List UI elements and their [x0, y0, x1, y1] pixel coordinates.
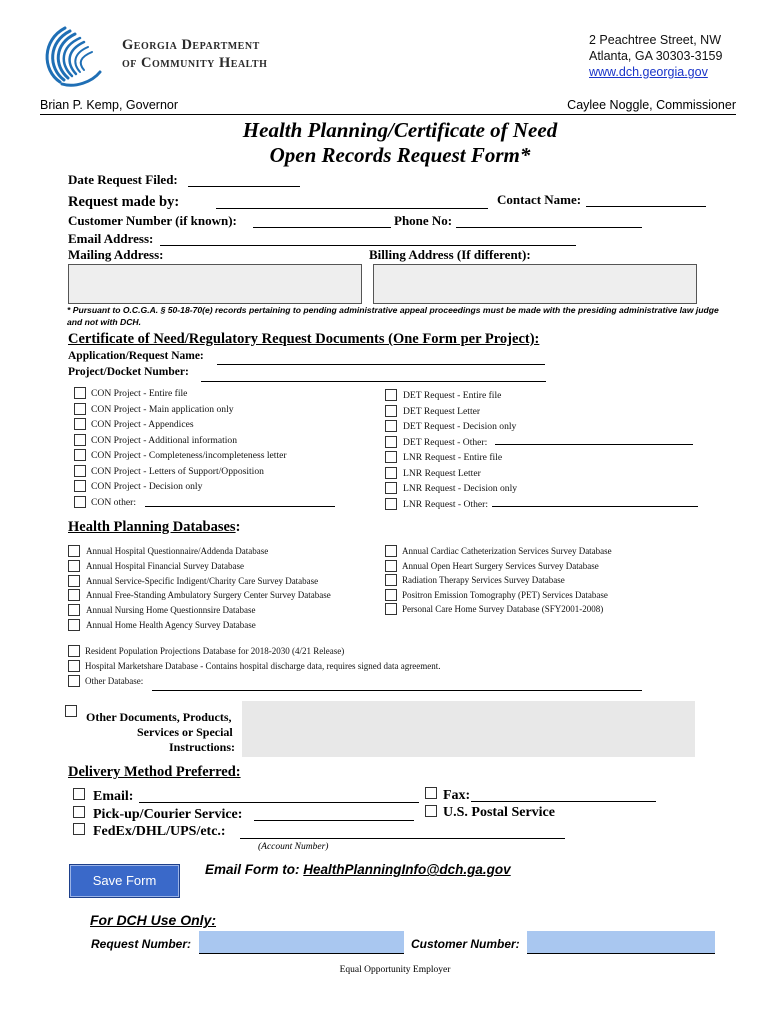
db-item-label: Personal Care Home Survey Database (SFY2001-2008)	[402, 604, 604, 614]
con-item-label: CON Project - Appendices	[91, 419, 194, 430]
con-item-label: CON Project - Completeness/incompleteness letter	[91, 450, 287, 461]
db-item-label: Annual Open Heart Surgery Services Survey Database	[402, 560, 599, 571]
pickup-field[interactable]	[254, 820, 414, 821]
billing-address-box[interactable]	[373, 264, 697, 304]
db-item-checkbox[interactable]	[68, 589, 80, 601]
request-number-field[interactable]	[199, 931, 404, 954]
agency-name-line2: of Community Health	[122, 55, 268, 71]
pickup-label: Pick-up/Courier Service:	[93, 807, 243, 822]
dch-logo-icon	[40, 20, 110, 90]
customer-number-label: Customer Number (if known):	[68, 213, 237, 228]
address-line2: Atlanta, GA 30303-3159	[589, 49, 723, 63]
db-item-label: Annual Service-Specific Indigent/Charity Care Survey Database	[86, 575, 319, 586]
det-lnr-item-label: LNR Request - Entire file	[403, 452, 503, 463]
other-documents-box[interactable]	[242, 701, 695, 757]
email-label: Email Address:	[68, 231, 154, 246]
contact-name-label: Contact Name:	[497, 192, 582, 207]
db-item-label: Annual Home Health Agency Survey Database	[86, 620, 256, 630]
other-documents-label2: Services or Special	[137, 725, 233, 739]
other-documents-label3: Instructions:	[169, 740, 236, 754]
application-name-label: Application/Request Name:	[68, 350, 204, 362]
con-item-checkbox[interactable]	[74, 449, 86, 461]
con-section-heading: Certificate of Need/Regulatory Request Documents (One Form per Project):	[68, 331, 540, 347]
con-item-checkbox[interactable]	[74, 387, 86, 399]
con-item-label: CON other:	[91, 496, 137, 508]
fax-field[interactable]	[471, 801, 656, 802]
det-lnr-item-checkbox[interactable]	[385, 467, 397, 479]
det-lnr-item-label: DET Request - Other:	[403, 436, 488, 448]
con-item-checkbox[interactable]	[74, 480, 86, 492]
con-item-label: CON Project - Entire file	[91, 388, 188, 399]
fax-checkbox[interactable]	[425, 787, 437, 799]
db-item-checkbox[interactable]	[385, 603, 397, 615]
db-section-heading: Health Planning Databases:	[68, 519, 241, 535]
db-item-checkbox[interactable]	[385, 545, 397, 557]
db-item-label: Annual Hospital Financial Survey Database	[86, 560, 244, 571]
db-item-label: Annual Nursing Home Questionnsire Database	[86, 605, 256, 616]
header-rule	[40, 114, 736, 115]
db-extra-item-label: Resident Population Projections Database for 2018-2030 (4/21 Release)	[85, 646, 345, 656]
db-item-checkbox[interactable]	[68, 545, 80, 557]
con-item-label: CON Project - Main application only	[91, 403, 234, 415]
dch-use-heading: For DCH Use Only:	[90, 912, 217, 928]
email-delivery-label: Email:	[93, 789, 134, 804]
db-item-checkbox[interactable]	[385, 560, 397, 572]
usps-checkbox[interactable]	[425, 805, 437, 817]
mailing-address-box[interactable]	[68, 264, 362, 304]
db-item-checkbox[interactable]	[68, 604, 80, 616]
request-made-by-field[interactable]	[216, 208, 488, 209]
db-item-checkbox[interactable]	[68, 619, 80, 631]
address-line1: 2 Peachtree Street, NW	[589, 33, 722, 47]
other-database-field[interactable]	[152, 690, 642, 691]
det-lnr-item-label: LNR Request Letter	[403, 467, 481, 479]
det-lnr-item-checkbox[interactable]	[385, 405, 397, 417]
con-item-label: CON Project - Letters of Support/Opposition	[91, 465, 264, 477]
account-number-note: (Account Number)	[258, 842, 329, 852]
email-form-link[interactable]: HealthPlanningInfo@dch.ga.gov	[303, 862, 511, 877]
db-item-checkbox[interactable]	[385, 574, 397, 586]
request-number-label: Request Number:	[91, 937, 192, 951]
website-link[interactable]: www.dch.georgia.gov	[589, 65, 708, 79]
governor-name: Brian P. Kemp, Governor	[40, 98, 179, 112]
db-item-checkbox[interactable]	[385, 589, 397, 601]
con-item-label: CON Project - Decision only	[91, 481, 203, 492]
con-item-checkbox[interactable]	[74, 434, 86, 446]
db-item-label: Annual Hospital Questionnaire/Addenda Database	[86, 546, 269, 556]
footer-text: Equal Opportunity Employer	[339, 965, 451, 975]
phone-label: Phone No:	[394, 213, 453, 228]
det-lnr-item-checkbox[interactable]	[385, 482, 397, 494]
delivery-heading: Delivery Method Preferred:	[68, 764, 241, 780]
docket-number-field[interactable]	[201, 381, 546, 382]
phone-field[interactable]	[456, 227, 642, 228]
con-item-checkbox[interactable]	[74, 465, 86, 477]
billing-address-label: Billing Address (If different):	[369, 247, 531, 262]
db-extra-item-checkbox[interactable]	[68, 675, 80, 687]
usps-label: U.S. Postal Service	[443, 805, 555, 820]
db-item-label: Positron Emission Tomography (PET) Services Database	[402, 589, 608, 600]
det-lnr-item-label: LNR Request - Decision only	[403, 483, 518, 494]
con-other-field[interactable]	[145, 506, 335, 507]
db-extra-item-label: Other Database:	[85, 676, 144, 686]
con-item-checkbox[interactable]	[74, 496, 86, 508]
fedex-label: FedEx/DHL/UPS/etc.:	[93, 824, 226, 839]
other-documents-checkbox[interactable]	[65, 705, 77, 717]
det-lnr-item-checkbox[interactable]	[385, 389, 397, 401]
det-lnr-item-checkbox[interactable]	[385, 451, 397, 463]
form-title-line1: Health Planning/Certificate of Need	[242, 118, 558, 142]
db-extra-item-label: Hospital Marketshare Database - Contains hospital discharge data, requires signed data agreement.	[85, 661, 441, 671]
fax-label: Fax:	[443, 788, 471, 803]
customer-number-dch-label: Customer Number:	[411, 937, 520, 951]
email-delivery-checkbox[interactable]	[73, 788, 85, 800]
form-title-line2: Open Records Request Form*	[269, 143, 531, 167]
docket-number-label: Project/Docket Number:	[68, 366, 189, 378]
det-lnr-item-label: LNR Request - Other:	[403, 498, 488, 510]
con-item-label: CON Project - Additional information	[91, 434, 238, 446]
fedex-account-field[interactable]	[240, 838, 565, 839]
save-form-button[interactable]: Save Form	[69, 864, 180, 898]
db-extra-item-checkbox[interactable]	[68, 645, 80, 657]
det-lnr-item-checkbox[interactable]	[385, 498, 397, 510]
customer-number-field[interactable]	[253, 227, 391, 228]
con-item-checkbox[interactable]	[74, 403, 86, 415]
other-documents-label1: Other Documents, Products,	[86, 710, 232, 724]
email-form-instruction: Email Form to: HealthPlanningInfo@dch.ga.gov	[205, 862, 511, 877]
agency-name-line1: Georgia Department	[122, 37, 260, 53]
footnote: * Pursuant to O.C.G.A. § 50-18-70(e) records pertaining to pending administrative appeal proceedings must be made with the presiding administrative law judge and not with DCH.	[67, 305, 719, 327]
email-field[interactable]	[160, 245, 576, 246]
db-item-label: Annual Cardiac Catheterization Services Survey Database	[402, 546, 612, 556]
det-lnr-item-label: DET Request Letter	[403, 405, 481, 417]
db-item-checkbox[interactable]	[68, 575, 80, 587]
db-item-label: Annual Free-Standing Ambulatory Surgery Center Survey Database	[86, 590, 331, 601]
det-lnr-item-checkbox[interactable]	[385, 420, 397, 432]
det-other-field[interactable]	[495, 444, 693, 445]
det-lnr-item-label: DET Request - Decision only	[403, 421, 517, 432]
date-filed-field[interactable]	[188, 186, 300, 187]
con-item-checkbox[interactable]	[74, 418, 86, 430]
mailing-address-label: Mailing Address:	[68, 247, 164, 262]
email-delivery-field[interactable]	[139, 802, 419, 803]
pickup-checkbox[interactable]	[73, 806, 85, 818]
customer-number-dch-field[interactable]	[527, 931, 715, 954]
db-item-label: Radiation Therapy Services Survey Database	[402, 575, 565, 585]
fedex-checkbox[interactable]	[73, 823, 85, 835]
date-filed-label: Date Request Filed:	[68, 172, 178, 187]
request-made-by-label: Request made by:	[68, 194, 180, 210]
db-extra-item-checkbox[interactable]	[68, 660, 80, 672]
det-lnr-item-checkbox[interactable]	[385, 436, 397, 448]
contact-name-field[interactable]	[586, 206, 706, 207]
commissioner-name: Caylee Noggle, Commissioner	[567, 98, 736, 112]
lnr-other-field[interactable]	[492, 506, 698, 507]
det-lnr-item-label: DET Request - Entire file	[403, 390, 502, 401]
application-name-field[interactable]	[217, 364, 545, 365]
db-item-checkbox[interactable]	[68, 560, 80, 572]
